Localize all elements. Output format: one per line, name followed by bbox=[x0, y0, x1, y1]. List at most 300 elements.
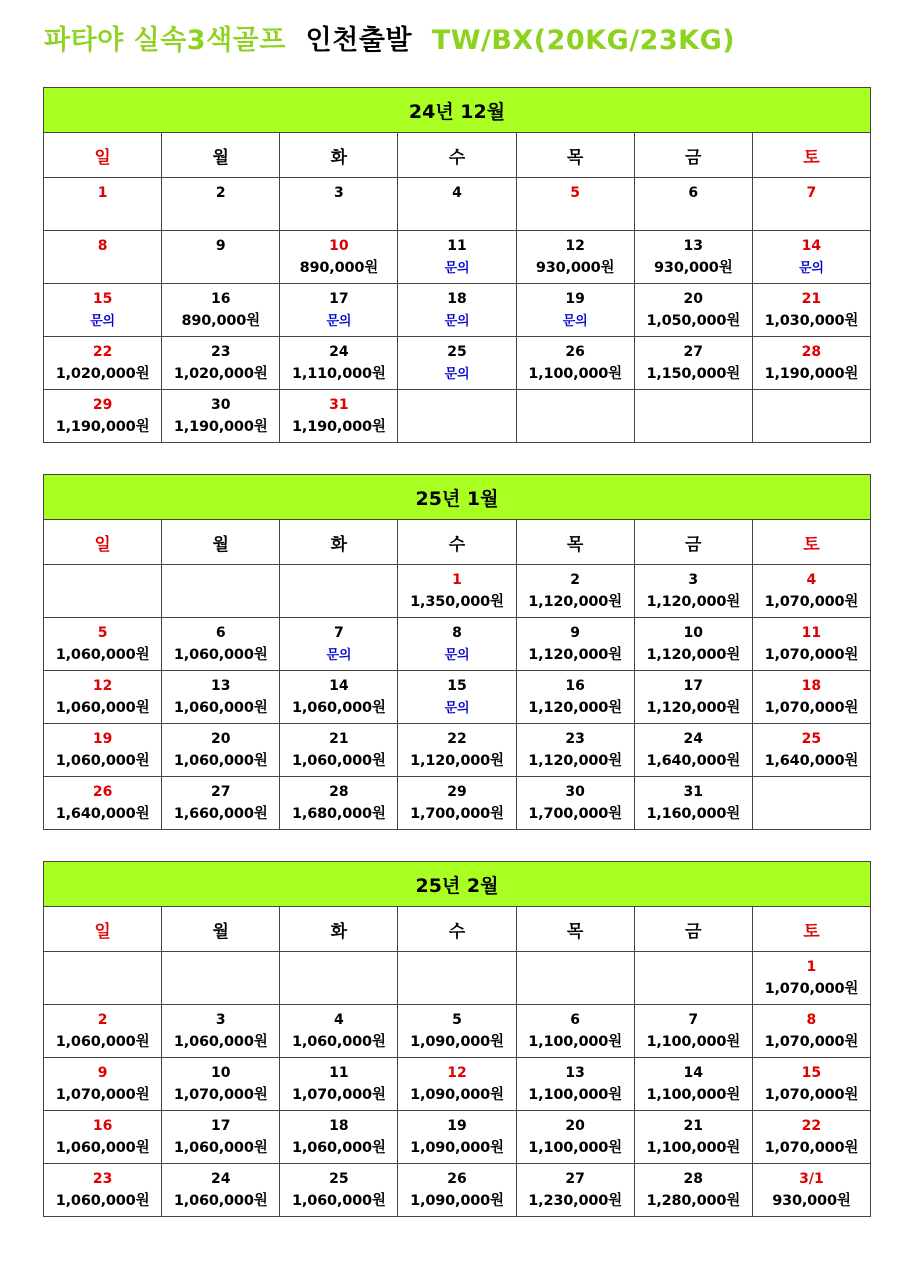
day-cell bbox=[398, 618, 516, 671]
day-number: 17 bbox=[329, 291, 349, 307]
tour-price: 1,070,000원 bbox=[764, 647, 859, 663]
tour-price: 1,090,000원 bbox=[410, 1087, 504, 1103]
inquiry-label: 문의 bbox=[444, 314, 470, 329]
day-number: 9 bbox=[215, 238, 226, 254]
day-number: 19 bbox=[447, 1118, 467, 1134]
tour-price: 1,700,000원 bbox=[410, 806, 504, 822]
day-cell bbox=[516, 1111, 634, 1164]
week-row bbox=[44, 284, 871, 337]
day-cell bbox=[280, 1111, 398, 1164]
day-cell bbox=[516, 952, 634, 1005]
tour-price: 890,000원 bbox=[181, 313, 260, 329]
day-cell bbox=[280, 618, 398, 671]
day-cell bbox=[162, 1111, 280, 1164]
day-cell bbox=[44, 952, 162, 1005]
day-cell bbox=[280, 178, 398, 231]
weekday-label: 금 bbox=[634, 907, 752, 952]
day-cell bbox=[752, 1164, 870, 1217]
day-cell bbox=[516, 565, 634, 618]
day-cell bbox=[398, 390, 516, 443]
tour-price: 1,020,000원 bbox=[55, 366, 150, 382]
day-number: 14 bbox=[683, 1065, 704, 1081]
day-cell bbox=[162, 390, 280, 443]
day-cell bbox=[516, 1058, 634, 1111]
weekday-label: 토 bbox=[752, 133, 870, 178]
day-cell bbox=[280, 284, 398, 337]
day-cell bbox=[280, 390, 398, 443]
day-number: 3/1 bbox=[799, 1171, 824, 1187]
tour-price: 1,070,000원 bbox=[55, 1087, 150, 1103]
day-number: 3 bbox=[333, 185, 344, 201]
day-number: 2 bbox=[570, 572, 580, 588]
day-cell bbox=[280, 231, 398, 284]
day-cell bbox=[752, 952, 870, 1005]
day-cell bbox=[634, 1111, 752, 1164]
day-number: 18 bbox=[329, 1118, 349, 1134]
day-number: 2 bbox=[97, 1012, 108, 1028]
week-row bbox=[44, 231, 871, 284]
day-cell bbox=[44, 777, 162, 830]
day-number: 24 bbox=[329, 344, 349, 360]
day-cell bbox=[516, 618, 634, 671]
day-number: 10 bbox=[329, 238, 349, 254]
day-number: 12 bbox=[92, 678, 113, 694]
day-number: 25 bbox=[447, 344, 467, 360]
day-cell bbox=[162, 671, 280, 724]
day-cell bbox=[634, 671, 752, 724]
weekday-label: 일 bbox=[44, 907, 162, 952]
tour-price: 1,070,000원 bbox=[764, 1140, 859, 1156]
weekday-label: 일 bbox=[44, 520, 162, 565]
week-row bbox=[44, 777, 871, 830]
tour-price: 930,000원 bbox=[654, 260, 733, 276]
day-number: 5 bbox=[97, 625, 108, 641]
day-cell bbox=[280, 777, 398, 830]
day-cell bbox=[44, 284, 162, 337]
inquiry-label: 문의 bbox=[326, 648, 352, 663]
week-row bbox=[44, 952, 871, 1005]
tour-price: 1,030,000원 bbox=[764, 313, 859, 329]
weekday-label: 토 bbox=[752, 520, 870, 565]
tour-price: 1,060,000원 bbox=[173, 1140, 268, 1156]
day-cell bbox=[44, 724, 162, 777]
day-number: 14 bbox=[329, 678, 349, 694]
month-calendar bbox=[43, 861, 871, 1217]
day-number: 1 bbox=[97, 185, 108, 201]
tour-price: 1,190,000원 bbox=[764, 366, 859, 382]
day-number: 26 bbox=[447, 1171, 467, 1187]
day-number: 12 bbox=[447, 1065, 467, 1081]
tour-price: 1,060,000원 bbox=[55, 1193, 150, 1209]
tour-price: 1,190,000원 bbox=[292, 419, 386, 435]
day-number: 18 bbox=[447, 291, 467, 307]
inquiry-label: 문의 bbox=[799, 261, 824, 276]
tour-price: 1,070,000원 bbox=[292, 1087, 386, 1103]
weekday-label: 금 bbox=[634, 520, 752, 565]
tour-price: 1,640,000원 bbox=[764, 753, 859, 769]
day-cell bbox=[634, 618, 752, 671]
day-cell bbox=[634, 337, 752, 390]
tour-price: 1,060,000원 bbox=[173, 753, 268, 769]
tour-price: 1,060,000원 bbox=[55, 1140, 150, 1156]
tour-price: 1,070,000원 bbox=[764, 981, 859, 997]
tour-price: 1,060,000원 bbox=[292, 1193, 386, 1209]
day-cell bbox=[398, 337, 516, 390]
tour-price: 1,150,000원 bbox=[646, 366, 741, 382]
day-number: 12 bbox=[565, 238, 585, 254]
day-number: 8 bbox=[452, 625, 462, 641]
weekday-label: 일 bbox=[44, 133, 162, 178]
month-label: 25년 2월 bbox=[44, 862, 871, 907]
day-cell bbox=[752, 390, 870, 443]
weekday-label: 목 bbox=[516, 520, 634, 565]
day-cell bbox=[634, 777, 752, 830]
day-cell bbox=[162, 1164, 280, 1217]
day-cell bbox=[516, 671, 634, 724]
day-cell bbox=[752, 178, 870, 231]
tour-price: 1,120,000원 bbox=[528, 753, 622, 769]
day-cell bbox=[634, 1164, 752, 1217]
tour-price: 1,060,000원 bbox=[173, 1034, 268, 1050]
day-number: 13 bbox=[210, 678, 231, 694]
day-cell bbox=[752, 231, 870, 284]
tour-price: 1,060,000원 bbox=[292, 753, 386, 769]
day-cell bbox=[516, 284, 634, 337]
day-number: 26 bbox=[92, 784, 113, 800]
tour-price: 1,090,000원 bbox=[410, 1034, 504, 1050]
day-number: 11 bbox=[801, 625, 822, 641]
week-row bbox=[44, 618, 871, 671]
day-number: 19 bbox=[565, 291, 585, 307]
day-number: 27 bbox=[210, 784, 231, 800]
day-number: 16 bbox=[210, 291, 231, 307]
day-cell bbox=[398, 1111, 516, 1164]
tour-price: 1,120,000원 bbox=[528, 594, 622, 610]
tour-price: 1,070,000원 bbox=[173, 1087, 268, 1103]
day-number: 22 bbox=[801, 1118, 822, 1134]
day-cell bbox=[44, 1005, 162, 1058]
tour-price: 1,060,000원 bbox=[173, 1193, 268, 1209]
tour-price: 1,100,000원 bbox=[646, 1034, 741, 1050]
day-number: 7 bbox=[333, 625, 344, 641]
day-number: 22 bbox=[447, 731, 467, 747]
day-number: 25 bbox=[801, 731, 822, 747]
day-number: 17 bbox=[683, 678, 704, 694]
day-number: 21 bbox=[801, 291, 822, 307]
tour-price: 1,060,000원 bbox=[292, 1140, 386, 1156]
tour-price: 1,060,000원 bbox=[292, 1034, 386, 1050]
tour-price: 1,680,000원 bbox=[292, 806, 386, 822]
day-cell bbox=[44, 671, 162, 724]
month-label: 24년 12월 bbox=[44, 88, 871, 133]
week-row bbox=[44, 1005, 871, 1058]
day-number: 15 bbox=[447, 678, 467, 694]
tour-price: 1,190,000원 bbox=[55, 419, 150, 435]
day-number: 30 bbox=[210, 397, 231, 413]
day-cell bbox=[280, 1005, 398, 1058]
day-cell bbox=[634, 724, 752, 777]
weekday-label: 화 bbox=[280, 133, 398, 178]
tour-price: 1,100,000원 bbox=[528, 1087, 622, 1103]
day-cell bbox=[752, 618, 870, 671]
day-cell bbox=[44, 231, 162, 284]
tour-price: 1,100,000원 bbox=[528, 366, 622, 382]
day-cell bbox=[162, 231, 280, 284]
day-number: 4 bbox=[333, 1012, 344, 1028]
day-cell bbox=[516, 178, 634, 231]
day-number: 6 bbox=[570, 1012, 580, 1028]
day-number: 4 bbox=[452, 185, 462, 201]
day-number: 21 bbox=[683, 1118, 704, 1134]
week-row bbox=[44, 390, 871, 443]
day-cell bbox=[398, 671, 516, 724]
day-cell bbox=[280, 1058, 398, 1111]
day-cell bbox=[516, 337, 634, 390]
day-cell bbox=[162, 1005, 280, 1058]
tour-price: 1,060,000원 bbox=[55, 647, 150, 663]
day-cell bbox=[44, 565, 162, 618]
day-cell bbox=[634, 565, 752, 618]
day-number: 22 bbox=[92, 344, 113, 360]
page-title bbox=[44, 18, 735, 57]
day-cell bbox=[162, 1058, 280, 1111]
tour-price: 1,110,000원 bbox=[292, 366, 386, 382]
day-number: 23 bbox=[92, 1171, 113, 1187]
day-number: 7 bbox=[806, 185, 817, 201]
weekday-label: 화 bbox=[280, 907, 398, 952]
inquiry-label: 문의 bbox=[90, 314, 115, 329]
weekday-label: 토 bbox=[752, 907, 870, 952]
tour-price: 1,120,000원 bbox=[646, 700, 741, 716]
week-row bbox=[44, 1058, 871, 1111]
tour-price: 1,120,000원 bbox=[528, 647, 622, 663]
week-row bbox=[44, 178, 871, 231]
tour-price: 1,100,000원 bbox=[646, 1140, 741, 1156]
day-cell bbox=[752, 1111, 870, 1164]
inquiry-label: 문의 bbox=[444, 701, 470, 716]
day-cell bbox=[516, 1005, 634, 1058]
day-cell bbox=[398, 777, 516, 830]
tour-price: 1,060,000원 bbox=[55, 753, 150, 769]
day-number: 14 bbox=[801, 238, 822, 254]
day-number: 13 bbox=[683, 238, 704, 254]
day-number: 6 bbox=[215, 625, 226, 641]
weekday-label: 월 bbox=[162, 133, 280, 178]
day-number: 6 bbox=[688, 185, 699, 201]
day-number: 16 bbox=[92, 1118, 113, 1134]
day-cell bbox=[634, 952, 752, 1005]
tour-price: 1,090,000원 bbox=[410, 1193, 504, 1209]
day-cell bbox=[752, 671, 870, 724]
day-cell bbox=[280, 565, 398, 618]
day-cell bbox=[44, 1164, 162, 1217]
day-number: 11 bbox=[329, 1065, 349, 1081]
tour-price: 1,700,000원 bbox=[528, 806, 622, 822]
day-number: 20 bbox=[683, 291, 704, 307]
day-cell bbox=[634, 1058, 752, 1111]
day-cell bbox=[398, 565, 516, 618]
day-cell bbox=[516, 777, 634, 830]
tour-price: 1,090,000원 bbox=[410, 1140, 504, 1156]
day-cell bbox=[44, 1111, 162, 1164]
tour-price: 1,020,000원 bbox=[173, 366, 268, 382]
day-cell bbox=[398, 1058, 516, 1111]
day-number: 30 bbox=[565, 784, 585, 800]
day-number: 2 bbox=[215, 185, 226, 201]
tour-price: 890,000원 bbox=[299, 260, 379, 276]
day-cell bbox=[752, 724, 870, 777]
inquiry-label: 문의 bbox=[444, 648, 470, 663]
day-cell bbox=[398, 284, 516, 337]
day-cell bbox=[280, 671, 398, 724]
tour-price: 1,120,000원 bbox=[528, 700, 622, 716]
title-airline: TW/BX(20KG/23KG) bbox=[431, 25, 736, 56]
weekday-label: 월 bbox=[162, 907, 280, 952]
week-row bbox=[44, 1164, 871, 1217]
month-label: 25년 1월 bbox=[44, 475, 871, 520]
day-cell bbox=[634, 231, 752, 284]
tour-price: 1,640,000원 bbox=[646, 753, 741, 769]
day-cell bbox=[44, 1058, 162, 1111]
week-row bbox=[44, 1111, 871, 1164]
day-cell bbox=[634, 1005, 752, 1058]
day-number: 16 bbox=[565, 678, 585, 694]
day-number: 21 bbox=[329, 731, 349, 747]
day-cell bbox=[516, 724, 634, 777]
tour-price: 1,350,000원 bbox=[410, 594, 504, 610]
day-number: 3 bbox=[688, 572, 699, 588]
day-cell bbox=[752, 565, 870, 618]
tour-price: 1,070,000원 bbox=[764, 1087, 859, 1103]
day-number: 20 bbox=[210, 731, 231, 747]
day-number: 24 bbox=[683, 731, 704, 747]
day-cell bbox=[280, 952, 398, 1005]
day-cell bbox=[280, 724, 398, 777]
day-cell bbox=[162, 724, 280, 777]
day-number: 29 bbox=[447, 784, 467, 800]
day-number: 13 bbox=[565, 1065, 585, 1081]
tour-price: 1,050,000원 bbox=[646, 313, 741, 329]
tour-price: 1,280,000원 bbox=[646, 1193, 741, 1209]
day-number: 28 bbox=[801, 344, 822, 360]
weekday-label: 수 bbox=[398, 520, 516, 565]
week-row bbox=[44, 724, 871, 777]
day-cell bbox=[44, 178, 162, 231]
title-departure: 인천출발 bbox=[305, 25, 412, 56]
inquiry-label: 문의 bbox=[562, 314, 588, 329]
tour-price: 1,230,000원 bbox=[528, 1193, 622, 1209]
day-cell bbox=[752, 337, 870, 390]
day-number: 15 bbox=[801, 1065, 822, 1081]
weekday-label: 수 bbox=[398, 133, 516, 178]
weekday-label: 금 bbox=[634, 133, 752, 178]
day-cell bbox=[516, 231, 634, 284]
day-number: 1 bbox=[452, 572, 462, 588]
day-cell bbox=[398, 952, 516, 1005]
weekday-label: 목 bbox=[516, 133, 634, 178]
day-number: 1 bbox=[806, 959, 817, 975]
day-cell bbox=[44, 618, 162, 671]
tour-price: 1,060,000원 bbox=[55, 700, 150, 716]
day-cell bbox=[162, 565, 280, 618]
day-number: 9 bbox=[97, 1065, 108, 1081]
day-number: 27 bbox=[565, 1171, 585, 1187]
day-number: 10 bbox=[683, 625, 704, 641]
day-cell bbox=[162, 284, 280, 337]
day-number: 5 bbox=[570, 185, 580, 201]
day-cell bbox=[162, 337, 280, 390]
day-number: 11 bbox=[447, 238, 467, 254]
day-number: 31 bbox=[683, 784, 704, 800]
day-number: 5 bbox=[452, 1012, 462, 1028]
weekday-label: 목 bbox=[516, 907, 634, 952]
day-number: 8 bbox=[97, 238, 108, 254]
tour-price: 1,640,000원 bbox=[55, 806, 150, 822]
day-cell bbox=[162, 178, 280, 231]
day-cell bbox=[162, 618, 280, 671]
tour-price: 930,000원 bbox=[535, 260, 615, 276]
day-number: 15 bbox=[92, 291, 113, 307]
tour-price: 1,070,000원 bbox=[764, 1034, 859, 1050]
tour-price: 930,000원 bbox=[772, 1193, 851, 1209]
day-number: 29 bbox=[92, 397, 113, 413]
tour-price: 1,060,000원 bbox=[173, 700, 268, 716]
day-number: 23 bbox=[565, 731, 585, 747]
day-number: 24 bbox=[210, 1171, 231, 1187]
day-cell bbox=[398, 231, 516, 284]
day-number: 9 bbox=[570, 625, 580, 641]
day-cell bbox=[398, 1005, 516, 1058]
day-cell bbox=[752, 1005, 870, 1058]
day-cell bbox=[280, 337, 398, 390]
week-row bbox=[44, 337, 871, 390]
inquiry-label: 문의 bbox=[444, 367, 470, 382]
week-row bbox=[44, 671, 871, 724]
day-number: 10 bbox=[210, 1065, 231, 1081]
tour-price: 1,100,000원 bbox=[528, 1034, 622, 1050]
day-cell bbox=[516, 1164, 634, 1217]
weekday-label: 월 bbox=[162, 520, 280, 565]
day-number: 25 bbox=[329, 1171, 349, 1187]
day-cell bbox=[162, 952, 280, 1005]
day-cell bbox=[280, 1164, 398, 1217]
day-cell bbox=[634, 178, 752, 231]
month-calendar bbox=[43, 474, 871, 830]
inquiry-label: 문의 bbox=[326, 314, 352, 329]
day-cell bbox=[752, 777, 870, 830]
day-number: 3 bbox=[215, 1012, 226, 1028]
day-cell bbox=[162, 777, 280, 830]
day-cell bbox=[398, 1164, 516, 1217]
tour-price: 1,190,000원 bbox=[173, 419, 268, 435]
day-number: 4 bbox=[806, 572, 817, 588]
day-cell bbox=[634, 390, 752, 443]
tour-price: 1,660,000원 bbox=[173, 806, 268, 822]
day-cell bbox=[398, 178, 516, 231]
day-cell bbox=[516, 390, 634, 443]
day-number: 20 bbox=[565, 1118, 585, 1134]
week-row bbox=[44, 565, 871, 618]
day-cell bbox=[752, 284, 870, 337]
month-calendar bbox=[43, 87, 871, 443]
tour-price: 1,060,000원 bbox=[55, 1034, 150, 1050]
tour-price: 1,120,000원 bbox=[410, 753, 504, 769]
tour-price: 1,100,000원 bbox=[528, 1140, 622, 1156]
day-number: 17 bbox=[210, 1118, 231, 1134]
day-cell bbox=[752, 1058, 870, 1111]
weekday-label: 수 bbox=[398, 907, 516, 952]
tour-price: 1,070,000원 bbox=[764, 700, 859, 716]
